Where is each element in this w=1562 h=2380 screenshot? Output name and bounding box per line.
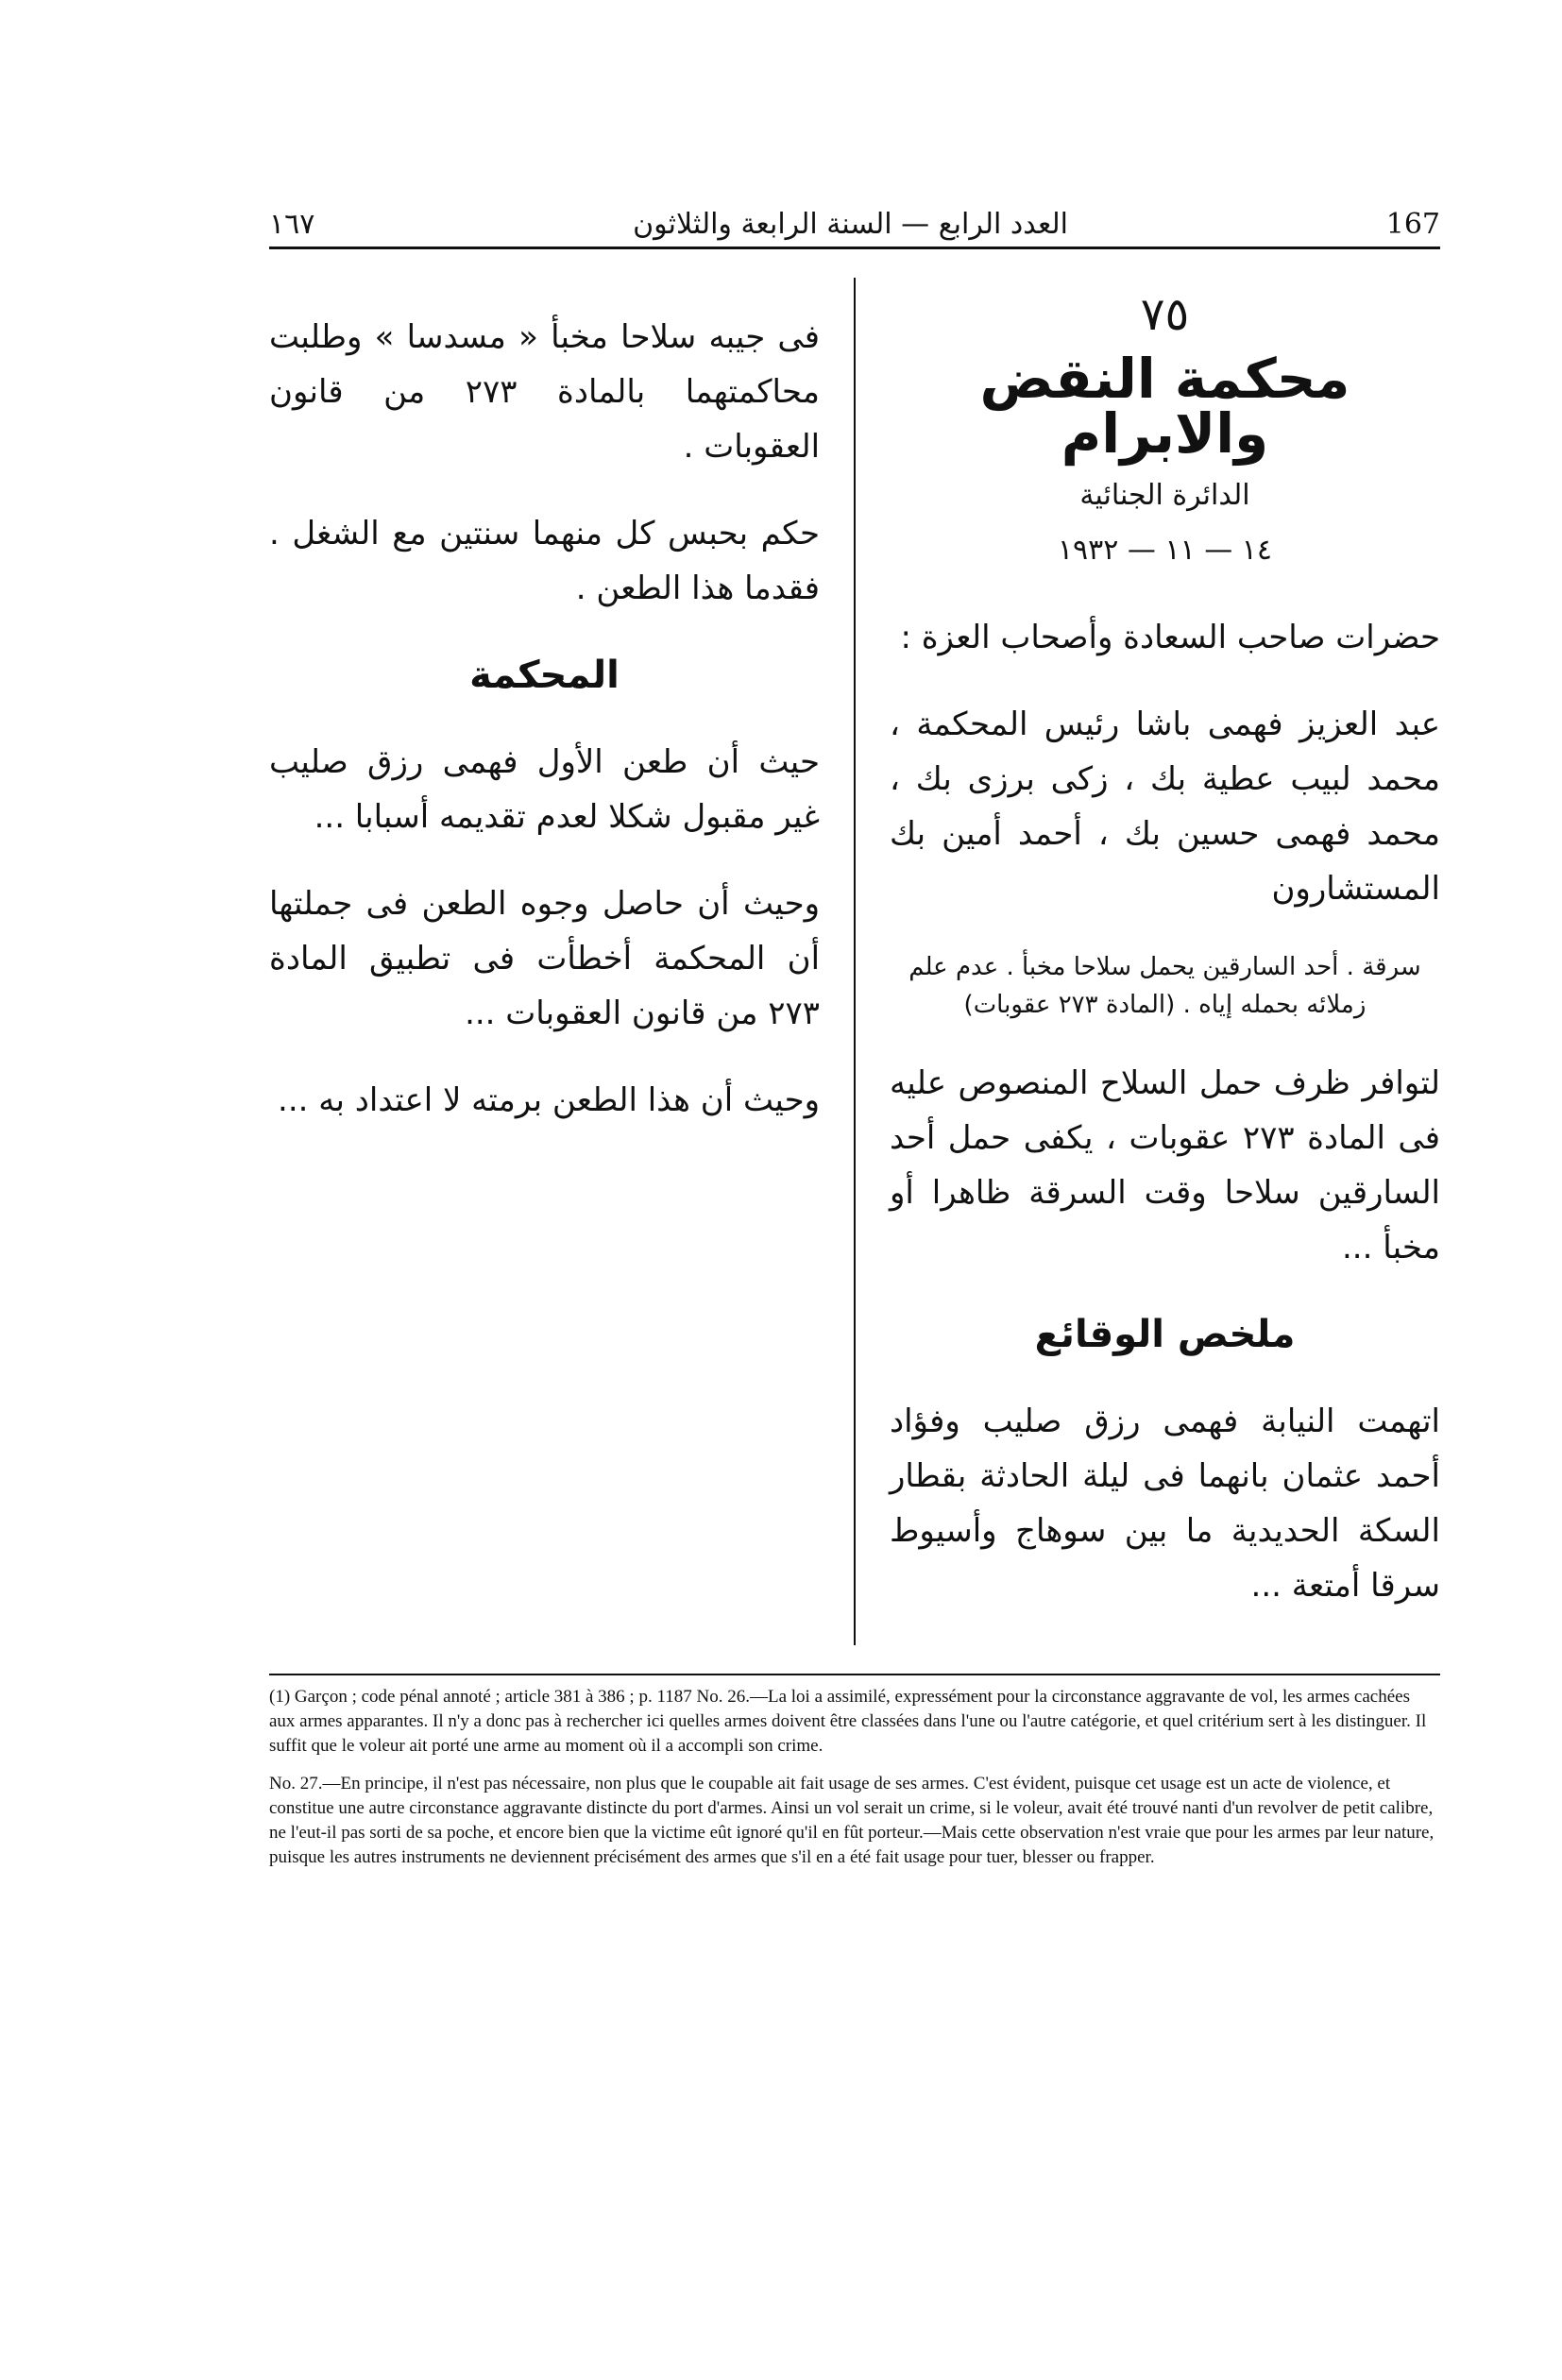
page bbox=[269, 208, 1440, 1883]
facts-heading: ملخص الوقائع bbox=[1034, 1313, 1296, 1356]
ruling-line: حكم بحبس كل منهما سنتين مع الشغل . فقدما هذا الطعن . bbox=[269, 515, 821, 607]
court-heading: المحكمة bbox=[469, 654, 620, 697]
legal-principle: لتوافر ظرف حمل السلاح المنصوص عليه فى المادة ٢٧٣ عقوبات ، يكفى حمل أحد السارقين سلاحا وقت السرقة ظاهرا أو مخبأ ... bbox=[889, 1064, 1441, 1266]
case-number: ٧٥ bbox=[1140, 288, 1190, 341]
page-number: 167 bbox=[1385, 208, 1440, 241]
reasoning-paragraph-1: حيث أن طعن الأول فهمى رزق صليب غير مقبول شكلا لعدم تقديمه أسبابا ... bbox=[269, 743, 821, 836]
facts-text: اتهمت النيابة فهمى رزق صليب وفؤاد أحمد عثمان بانهما فى ليلة الحادثة بقطار السكة الحديدية ما بين سوهاج وأسيوط سرقا أمتعة ... bbox=[889, 1402, 1440, 1605]
page-number-arabic: ١٦٧ bbox=[269, 208, 315, 241]
reasoning-paragraph-2: وحيث أن حاصل وجوه الطعن فى جملتها أن المحكمة أخطأت فى تطبيق المادة ٢٧٣ من قانون العقوبات ... bbox=[269, 885, 821, 1032]
footnotes bbox=[269, 1674, 1440, 1870]
headnote: سرقة . أحد السارقين يحمل سلاحا مخبأ . عدم علم زملائه بحمله إياه . (المادة ٢٧٣ عقوبات) bbox=[908, 953, 1421, 1019]
left-column bbox=[269, 278, 820, 1645]
court-name: محكمة النقض والابرام bbox=[979, 347, 1350, 466]
department: الدائرة الجنائية bbox=[1079, 479, 1250, 512]
footnote-2: No. 27.—En principe, il n'est pas nécessaire, non plus que le coupable ait fait usage de ses armes. C'est évident, puisque cet usage est un acte de violence, et constitue une autre circonstance aggravante distincte du port d'armes. Ainsi un vol serait un crime, si le voleur, avait été trouvé nanti d'un revolver de petit calibre, ne l'eut-il pas sorti de sa poche, et encore bien que la victime eût ignoré qu'il en fût porteur.—Mais cette observation n'est vraie que pour les armes par leur nature, puisque les autres instruments ne deviennent précisément des armes que s'il en a été fait usage pour tuer, blesser ou frapper. bbox=[269, 1774, 1435, 1867]
continuation-text: فى جيبه سلاحا مخبأ « مسدسا » وطلبت محاكمتهما بالمادة ٢٧٣ من قانون العقوبات . bbox=[269, 318, 821, 466]
running-header bbox=[269, 208, 1440, 249]
decision-date: ١٤ — ١١ — ١٩٣٢ bbox=[1057, 534, 1273, 567]
panel-members: عبد العزيز فهمى باشا رئيس المحكمة ، محمد لبيب عطية بك ، زكى برزى بك ، محمد فهمى حسين بك ، أحمد أمين بك المستشارون bbox=[889, 706, 1440, 908]
footnote-1: (1) Garçon ; code pénal annoté ; article 381 à 386 ; p. 1187 No. 26.—La loi a assimilé, expressément pour la circonstance aggravante de vol, les armes cachées aux armes apparantes. Il n'y a donc pas à rechercher ici quelles armes doivent être classées dans l'une ou l'autre catégorie, et quel critérium sert à les distinguer. Il suffit que le voleur ait porté une arme au moment où il a accompli son crime. bbox=[269, 1687, 1427, 1756]
panel-intro: حضرات صاحب السعادة وأصحاب العزة : bbox=[900, 619, 1440, 656]
column-divider bbox=[854, 278, 856, 1645]
right-column bbox=[890, 278, 1440, 1645]
reasoning-paragraph-3: وحيث أن هذا الطعن برمته لا اعتداد به ... bbox=[278, 1081, 821, 1119]
running-title: العدد الرابع — السنة الرابعة والثلاثون bbox=[633, 208, 1068, 241]
